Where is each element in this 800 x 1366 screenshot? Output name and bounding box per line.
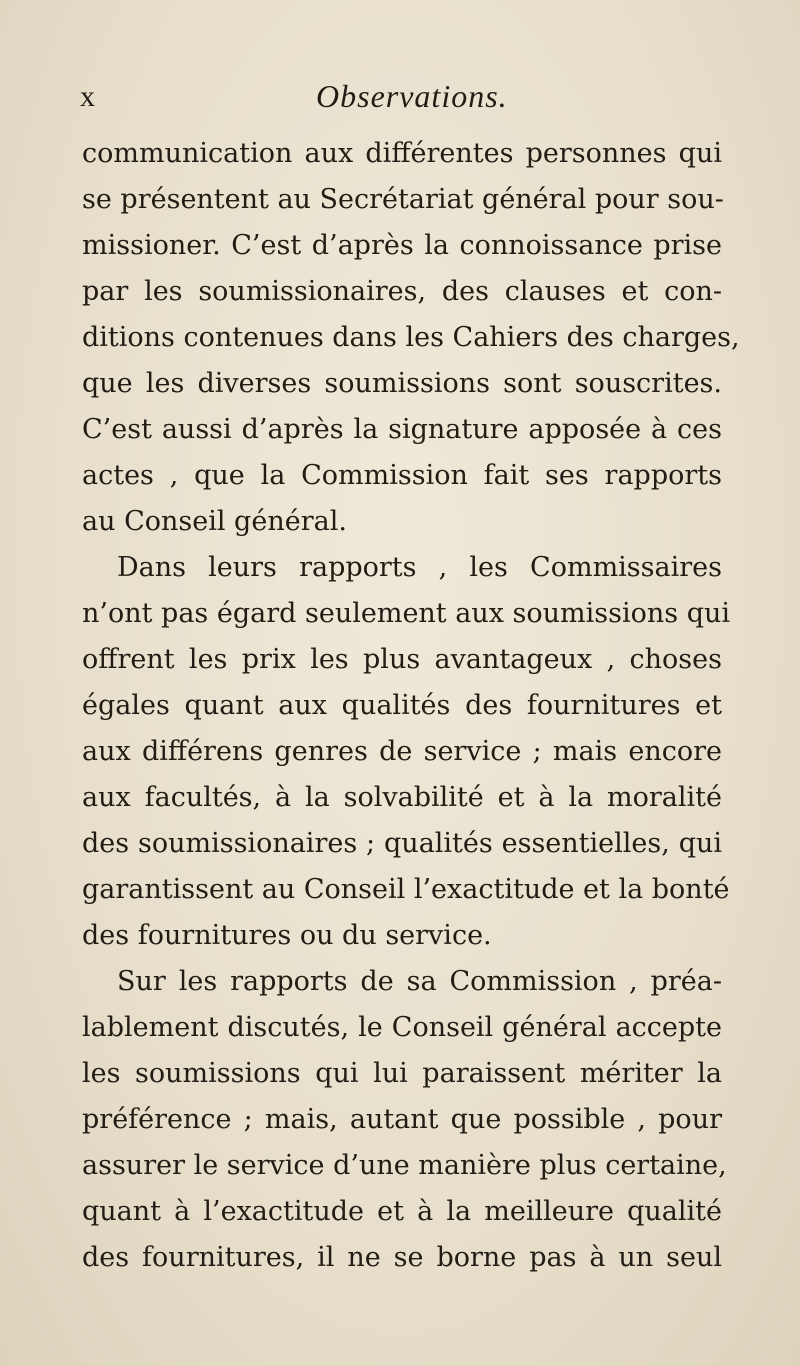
text-line: des fournitures, il ne se borne pas à un seul [82,1242,722,1273]
text-line: C’est aussi d’après la signature apposée à ces [82,414,722,445]
running-head [80,80,720,120]
running-title: Observations. [316,78,508,114]
page-number: x [80,80,96,113]
text-line: n’ont pas égard seulement aux soumissions qui [82,598,731,629]
text-line: quant à l’exactitude et à la meilleure qualité [82,1196,722,1227]
text-line: les soumissions qui lui paraissent mériter la [82,1058,722,1089]
body-text [82,131,740,1281]
text-line: que les diverses soumissions sont souscrites. [82,368,722,399]
text-line: communication aux différentes personnes qui [82,138,722,169]
text-line: se présentent au Secrétariat général pour sou- [82,184,724,215]
text-line: missioner. C’est d’après la connoissance prise [82,230,722,261]
paragraph-start: Sur les rapports de sa Commission , préa- [117,966,722,997]
paragraph-start: Dans leurs rapports , les Commissaires [117,552,722,583]
text-line: garantissent au Conseil l’exactitude et la bonté [82,874,730,905]
text-line: aux différens genres de service ; mais encore [82,736,722,767]
text-line: des fournitures ou du service. [82,920,492,951]
text-line: aux facultés, à la solvabilité et à la moralité [82,782,722,813]
text-line: actes , que la Commission fait ses rapports [82,460,722,491]
text-line: assurer le service d’une manière plus certaine, [82,1150,727,1181]
text-line: des soumissionaires ; qualités essentielles, qui [82,828,722,859]
text-line: par les soumissionaires, des clauses et con- [82,276,722,307]
text-line: ditions contenues dans les Cahiers des charges, [82,322,740,353]
text-line: égales quant aux qualités des fournitures et [82,690,722,721]
text-line: lablement discutés, le Conseil général accepte [82,1012,722,1043]
text-line: offrent les prix les plus avantageux , choses [82,644,722,675]
text-line: au Conseil général. [82,506,347,537]
text-line: préférence ; mais, autant que possible , pour [82,1104,722,1135]
